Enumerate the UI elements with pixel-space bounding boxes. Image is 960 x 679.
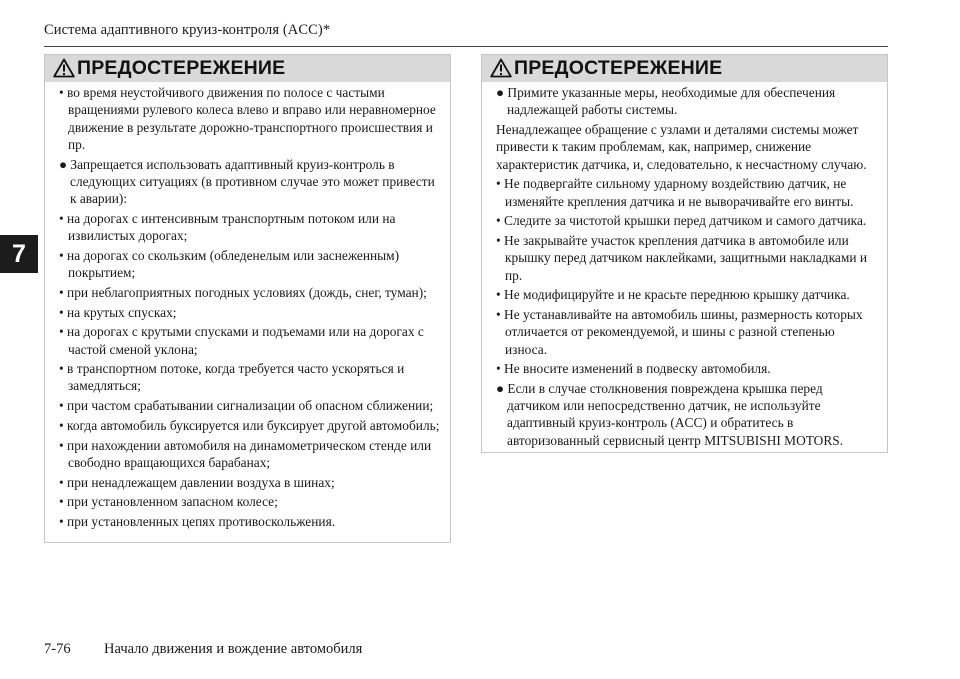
list-item: • когда автомобиль буксируется или буксирует другой автомобиль; bbox=[59, 417, 440, 433]
list-item: • при неблагоприятных погодных условиях (дождь, снег, туман); bbox=[59, 284, 427, 300]
list-item: • при установленном запасном колесе; bbox=[59, 494, 278, 510]
list-item: • Не устанавливайте на автомобиль шины, размерность которых отличается от рекомендуемой, и шины с разной степенью износа. bbox=[496, 306, 863, 357]
warning-triangle-icon bbox=[53, 58, 75, 78]
warning-box-title: ПРЕДОСТЕРЕЖЕНИЕ bbox=[514, 57, 723, 79]
page-number: 7-76 bbox=[44, 641, 71, 657]
list-item: • при частом срабатывании сигнализации об опасном сближении; bbox=[59, 398, 434, 414]
header-divider bbox=[44, 46, 888, 47]
warning-box-left bbox=[44, 54, 451, 543]
paragraph: Ненадлежащее обращение с узлами и деталями системы может привести к таким проблемам, как, например, снижение характеристик датчика, и, следовательно, к несчастному случаю. bbox=[496, 121, 867, 172]
list-item: • Не подвергайте сильному ударному воздействию датчик, не изменяйте крепления датчика и не выворачивайте его винты. bbox=[496, 176, 854, 209]
list-item: • на крутых спусках; bbox=[59, 304, 177, 320]
warning-triangle-icon bbox=[490, 58, 512, 78]
list-item: ● Примите указанные меры, необходимые для обеспечения надлежащей работы системы. bbox=[496, 85, 836, 118]
warning-box-header bbox=[482, 55, 887, 82]
warning-box-header bbox=[45, 55, 450, 82]
page-header-title: Система адаптивного круиз-контроля (ACC)* bbox=[44, 22, 331, 38]
warning-box-title: ПРЕДОСТЕРЕЖЕНИЕ bbox=[77, 57, 286, 79]
list-item: • при нахождении автомобиля на динамометрическом стенде или свободно вращающихся барабанах; bbox=[59, 437, 432, 470]
list-item: ● Если в случае столкновения повреждена крышка перед датчиком или непосредственно датчик, не используйте адаптивный круиз-контроль (ACC) и обратитесь в авторизованный сервисный центр MITSUBISHI MOTORS. bbox=[496, 380, 844, 448]
list-item: • на дорогах со скользким (обледенелым или заснеженным) покрытием; bbox=[59, 247, 400, 281]
warning-box-right bbox=[481, 54, 888, 453]
list-item: • во время неустойчивого движения по полосе с частыми вращениями рулевого колеса влево и вправо или неравномерное движение в результате дорожно-транспортного происшествия и пр. bbox=[59, 85, 436, 152]
list-item: • Не вносите изменений в подвеску автомобиля. bbox=[496, 361, 771, 377]
chapter-tab: 7 bbox=[0, 235, 38, 273]
list-item: • Не закрывайте участок крепления датчика в автомобиле или крышку перед датчиком наклейками, защитными накладками и пр. bbox=[496, 232, 868, 283]
list-item: • на дорогах с крутыми спусками и подъемами или на дорогах с частой сменой уклона; bbox=[59, 324, 424, 357]
warning-box-body bbox=[482, 82, 887, 449]
list-item: • в транспортном потоке, когда требуется часто ускоряться и замедляться; bbox=[59, 361, 405, 394]
footer-section-title: Начало движения и вождение автомобиля bbox=[104, 641, 363, 657]
list-item: ● Запрещается использовать адаптивный круиз-контроль в следующих ситуациях (в противном случае это может привести к аварии): bbox=[59, 156, 435, 207]
list-item: • при установленных цепях противоскольжения. bbox=[59, 513, 336, 529]
list-item: • на дорогах с интенсивным транспортным потоком или на извилистых дорогах; bbox=[59, 210, 396, 244]
list-item: • Следите за чистотой крышки перед датчиком и самого датчика. bbox=[496, 213, 867, 229]
list-item: • при ненадлежащем давлении воздуха в шинах; bbox=[59, 474, 335, 490]
warning-box-body bbox=[45, 82, 450, 530]
list-item: • Не модифицируйте и не красьте переднюю крышку датчика. bbox=[496, 287, 850, 303]
